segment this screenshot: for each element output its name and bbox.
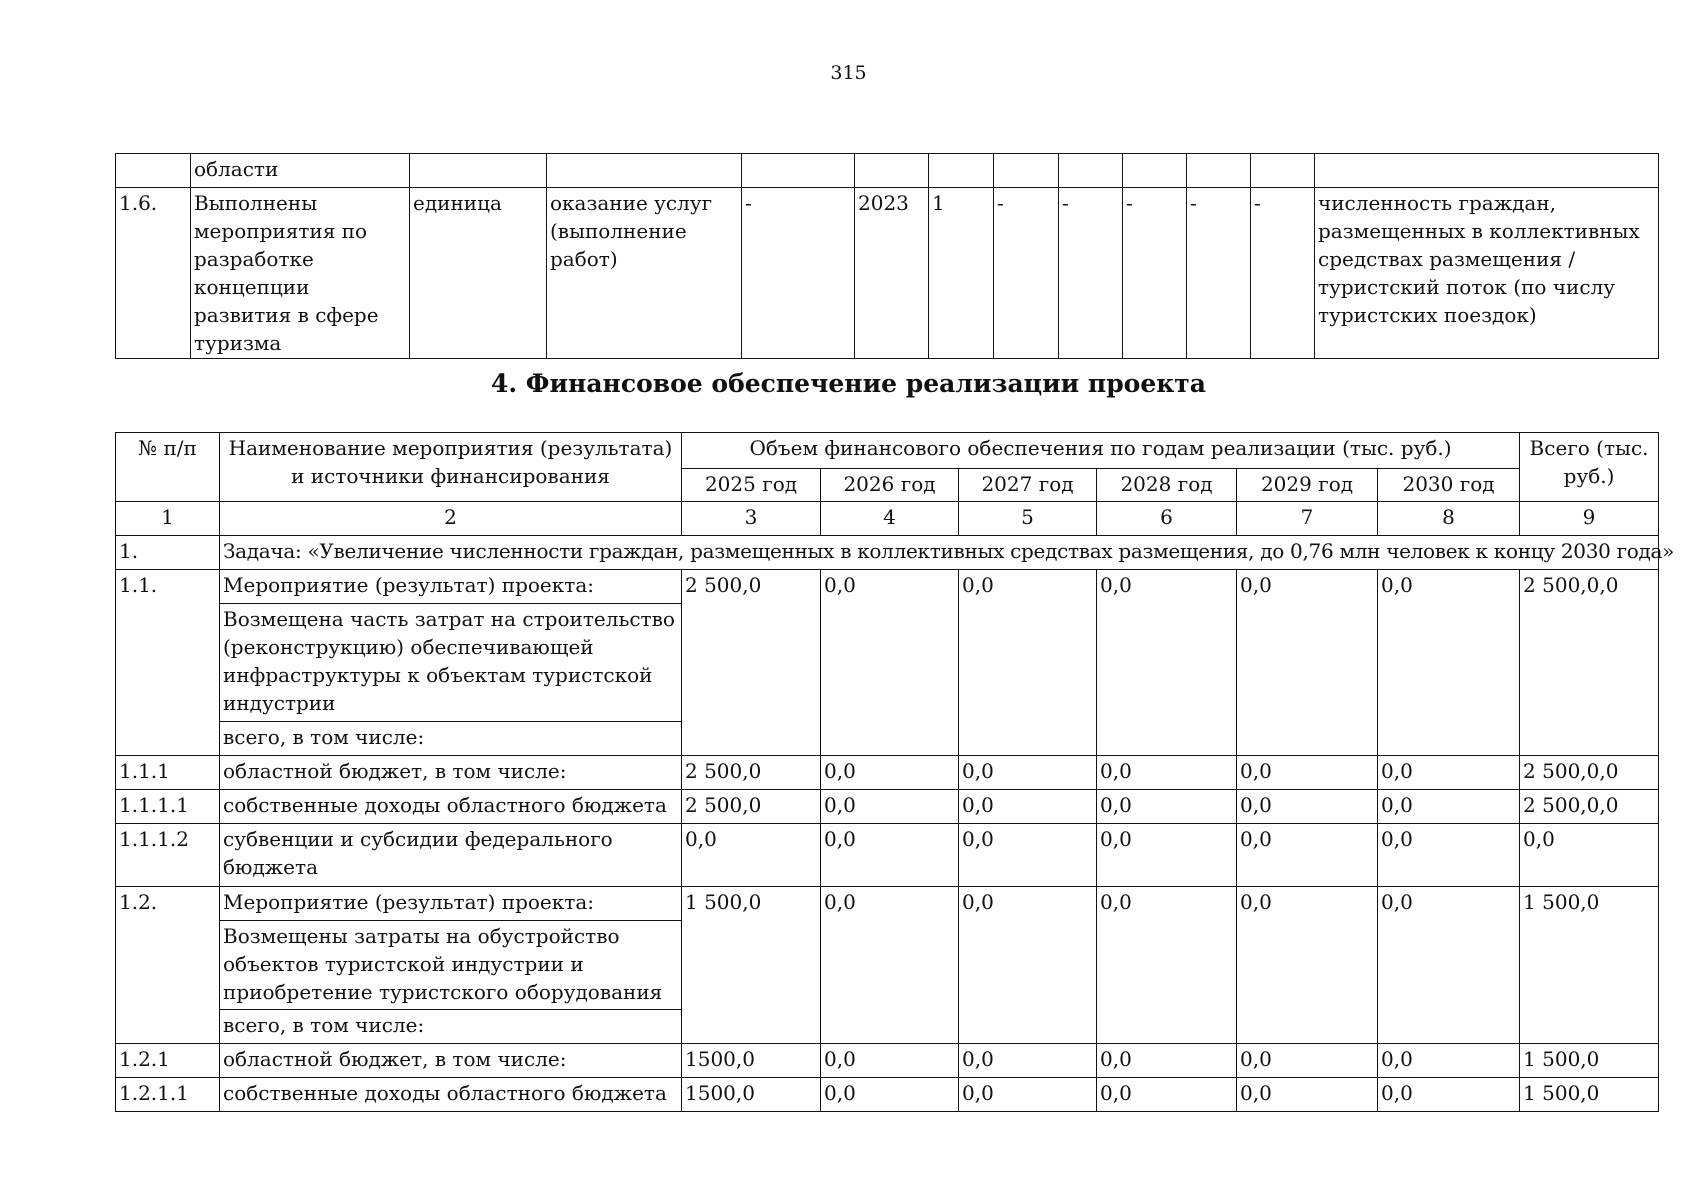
value-cell: 0,0 bbox=[1237, 790, 1378, 824]
task-number: 1. bbox=[116, 536, 220, 570]
indicator: численность граждан, размещенных в коллективных средствах размещения / туристский поток (по числу туристских поездок) bbox=[1315, 188, 1659, 359]
source-name: собственные доходы областного бюджета bbox=[220, 790, 682, 824]
value-cell: 0,0 bbox=[959, 756, 1097, 790]
value-cell: 0,0 bbox=[959, 570, 1097, 756]
table-row bbox=[116, 1044, 1659, 1078]
header-row bbox=[116, 433, 1659, 469]
row-number: 1.2. bbox=[116, 887, 220, 1044]
value-cell: 0,0 bbox=[1237, 570, 1378, 756]
value-cell: 2 500,0 bbox=[682, 756, 821, 790]
value-cell: 0,0 bbox=[1097, 1044, 1237, 1078]
cell bbox=[929, 154, 994, 188]
cell bbox=[1059, 154, 1123, 188]
table-row bbox=[116, 188, 1659, 359]
table-row bbox=[116, 570, 1659, 604]
value-cell: 0,0 bbox=[821, 756, 959, 790]
value-cell: 0,0 bbox=[1097, 1078, 1237, 1112]
base-year: 2023 bbox=[855, 188, 929, 359]
value-cell: 0,0 bbox=[959, 824, 1097, 887]
event-description: Возмещены затраты на обустройство объектов туристской индустрии и приобретение туристского оборудования bbox=[220, 921, 682, 1010]
col-number: 2 bbox=[220, 502, 682, 536]
value-cell: 1500,0 bbox=[682, 1078, 821, 1112]
cell bbox=[1187, 154, 1251, 188]
col-number: 1 bbox=[116, 502, 220, 536]
value-cell: 1 500,0 bbox=[1520, 1044, 1659, 1078]
value-cell: 0,0 bbox=[959, 887, 1097, 1044]
row-number: 1.1. bbox=[116, 570, 220, 756]
table-row bbox=[116, 154, 1659, 188]
value-cell: 0,0 bbox=[1097, 887, 1237, 1044]
col-number: 5 bbox=[959, 502, 1097, 536]
cell bbox=[1315, 154, 1659, 188]
value-cell: 0,0 bbox=[1378, 1044, 1520, 1078]
value-2027: - bbox=[1059, 188, 1123, 359]
event-label: Мероприятие (результат) проекта: bbox=[220, 570, 682, 604]
value-2026: - bbox=[994, 188, 1059, 359]
value-cell: 0,0 bbox=[1237, 887, 1378, 1044]
source-name: областной бюджет, в том числе: bbox=[220, 756, 682, 790]
value-cell: 0,0 bbox=[1378, 790, 1520, 824]
value-cell: 2 500,0,0 bbox=[1520, 790, 1659, 824]
column-numbers-row bbox=[116, 502, 1659, 536]
cell bbox=[1251, 154, 1315, 188]
value-cell: 0,0 bbox=[1237, 824, 1378, 887]
header-volume: Объем финансового обеспечения по годам реализации (тыс. руб.) bbox=[682, 433, 1520, 469]
event-description: Возмещена часть затрат на строительство (реконструкцию) обеспечивающей инфраструктуры к объектам туристской индустрии bbox=[220, 604, 682, 722]
value-cell: 0,0 bbox=[1237, 1078, 1378, 1112]
header-year: 2029 год bbox=[1237, 469, 1378, 502]
value-cell: 0,0 bbox=[821, 570, 959, 756]
row-number: 1.1.1.1 bbox=[116, 790, 220, 824]
value-cell: 0,0 bbox=[959, 1044, 1097, 1078]
value-cell: 0,0 bbox=[1378, 824, 1520, 887]
value-cell: 2 500,0,0 bbox=[1520, 756, 1659, 790]
header-total: Всего (тыс. руб.) bbox=[1520, 433, 1659, 502]
value-cell: 1 500,0 bbox=[1520, 1078, 1659, 1112]
result-type: оказание услуг (выполнение работ) bbox=[547, 188, 742, 359]
value-cell: 0,0 bbox=[1097, 570, 1237, 756]
cell bbox=[1123, 154, 1187, 188]
col-number: 8 bbox=[1378, 502, 1520, 536]
value-cell: 0,0 bbox=[821, 824, 959, 887]
value-cell: 0,0 bbox=[821, 1078, 959, 1112]
event-subtotal-label: всего, в том числе: bbox=[220, 1010, 682, 1044]
unit: единица bbox=[410, 188, 547, 359]
indicators-table bbox=[115, 153, 1659, 359]
value-cell: 0,0 bbox=[1378, 570, 1520, 756]
value-cell: 2 500,0 bbox=[682, 570, 821, 756]
cell bbox=[547, 154, 742, 188]
cell bbox=[994, 154, 1059, 188]
value-cell: 0,0 bbox=[1097, 756, 1237, 790]
task-text: Задача: «Увеличение численности граждан, размещенных в коллективных средствах размещения, до 0,76 млн человек к концу 2030 года» bbox=[220, 536, 1659, 570]
row-number: 1.1.1 bbox=[116, 756, 220, 790]
value-cell: 0,0 bbox=[1378, 1078, 1520, 1112]
page-number: 315 bbox=[830, 62, 867, 84]
row-number: 1.2.1.1 bbox=[116, 1078, 220, 1112]
section-title: 4. Финансовое обеспечение реализации проекта bbox=[490, 369, 1206, 398]
value-2029: - bbox=[1187, 188, 1251, 359]
value-2028: - bbox=[1123, 188, 1187, 359]
header-name: Наименование мероприятия (результата) и источники финансирования bbox=[220, 433, 682, 502]
value-cell: 0,0 bbox=[1520, 824, 1659, 887]
source-name: собственные доходы областного бюджета bbox=[220, 1078, 682, 1112]
value-cell: 0,0 bbox=[959, 1078, 1097, 1112]
value-cell: 2 500,0,0 bbox=[1520, 570, 1659, 756]
value-cell: 0,0 bbox=[682, 824, 821, 887]
row-number: 1.6. bbox=[116, 188, 191, 359]
col-number: 3 bbox=[682, 502, 821, 536]
value-cell: 0,0 bbox=[1237, 1044, 1378, 1078]
source-name: областной бюджет, в том числе: bbox=[220, 1044, 682, 1078]
value-cell: 0,0 bbox=[1378, 887, 1520, 1044]
value-cell: 1500,0 bbox=[682, 1044, 821, 1078]
event-label: Мероприятие (результат) проекта: bbox=[220, 887, 682, 921]
value-2025: 1 bbox=[929, 188, 994, 359]
value-cell: 1 500,0 bbox=[682, 887, 821, 1044]
event-subtotal-label: всего, в том числе: bbox=[220, 722, 682, 756]
row-number: 1.2.1 bbox=[116, 1044, 220, 1078]
value-cell: 1 500,0 bbox=[1520, 887, 1659, 1044]
value-cell: 0,0 bbox=[1097, 824, 1237, 887]
value-cell: 0,0 bbox=[1378, 756, 1520, 790]
value-cell: 2 500,0 bbox=[682, 790, 821, 824]
financing-table bbox=[115, 432, 1675, 1112]
table-row bbox=[116, 756, 1659, 790]
table-row bbox=[116, 824, 1659, 887]
table-row bbox=[116, 790, 1659, 824]
header-year: 2026 год bbox=[821, 469, 959, 502]
value-cell: 0,0 bbox=[1237, 756, 1378, 790]
value-cell: 0,0 bbox=[821, 887, 959, 1044]
cell bbox=[410, 154, 547, 188]
value-cell: 0,0 bbox=[1097, 790, 1237, 824]
cell bbox=[116, 154, 191, 188]
cell bbox=[742, 154, 855, 188]
header-year: 2030 год bbox=[1378, 469, 1520, 502]
result-name: Выполнены мероприятия по разработке концепции развития в сфере туризма bbox=[191, 188, 410, 359]
header-year: 2025 год bbox=[682, 469, 821, 502]
table-row bbox=[116, 1078, 1659, 1112]
row-number: 1.1.1.2 bbox=[116, 824, 220, 887]
value-2030: - bbox=[1251, 188, 1315, 359]
task-row bbox=[116, 536, 1659, 570]
col-number: 6 bbox=[1097, 502, 1237, 536]
cell bbox=[855, 154, 929, 188]
value-cell: 0,0 bbox=[821, 790, 959, 824]
cell: области bbox=[191, 154, 410, 188]
table-row bbox=[116, 887, 1659, 921]
col-number: 9 bbox=[1520, 502, 1659, 536]
value-cell: 0,0 bbox=[821, 1044, 959, 1078]
header-year: 2027 год bbox=[959, 469, 1097, 502]
value-cell: 0,0 bbox=[959, 790, 1097, 824]
header-num: № п/п bbox=[116, 433, 220, 502]
source-name: субвенции и субсидии федерального бюджета bbox=[220, 824, 682, 887]
col-number: 7 bbox=[1237, 502, 1378, 536]
header-year: 2028 год bbox=[1097, 469, 1237, 502]
base-value: - bbox=[742, 188, 855, 359]
col-number: 4 bbox=[821, 502, 959, 536]
